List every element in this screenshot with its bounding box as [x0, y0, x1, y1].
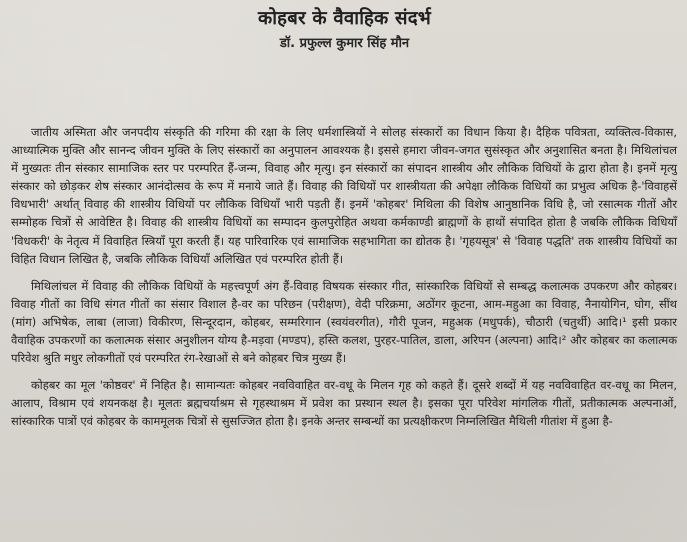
- author-name: डॉ. प्रफुल्ल कुमार सिंह मौन: [279, 36, 410, 51]
- paragraph-3: कोहबर का मूल 'कोष्ठवर' में निहित है। सामान्यतः कोहबर नवविवाहित वर-वधू के मिलन गृह को कहते हैं। दूसरे शब्दों में यह नवविवाहित वर-वधू का मिलन, आलाप, विश्राम एवं शयनकक्ष है। मूलतः ब्रह्मचर्याश्रम से गृहस्थाश्रम में प्रवेश का प्रस्थान स्थल है। इसका पूरा परिवेश मांगलिक गीतों, प्रतीकात्मक अल्पनाओं, सांस्कारिक पात्रों एवं कोहबर के काममूलक चित्रों से सुसज्जित होता है। इनके अन्तर सम्बन्धों का प्रत्यक्षीकरण निम्नलिखित मैथिली गीतांश में हुआ है-: [11, 378, 677, 429]
- paragraph-1: जातीय अस्मिता और जनपदीय संस्कृति की गरिमा की रक्षा के लिए धर्मशास्त्रियों ने सोलह संस्कारों का विधान किया है। दैहिक पवित्रता, व्यक्तित्व-विकास, आध्यात्मिक मुक्ति और सानन्द जीवन मुक्ति के लिए संस्कारों का अनुपालन आवश्यक है। इससे हमारा जीवन-जगत सुसंस्कृत और अनुशासित बनता है। मिथिलांचल में मुख्यतः तीन संस्कार सामाजिक स्तर पर परम्परित हैं-जन्म, विवाह और मृत्यु। इन संस्कारों का संपादन शास्त्रीय और लौकिक विधियों के द्वारा होता है। इनमें मृत्यु संस्कार को छोड़कर शेष संस्कार आनंदोत्सव के रूप में मनाये जाते हैं। विवाह की विधियों पर शास्त्रीयता की अपेक्षा लौकिक विधियों का प्रभुत्व अधिक है-'विवाहसें विधभारी' अर्थात् विवाह की शास्त्रीय विधियों पर लौकिक विधियाँ भारी पड़ती हैं। इनमें 'कोहबर' मिथिला की विशेष आनुष्ठानिक विधि है, जो रसात्मक गीतों और सम्मोहक चित्रों से आवेष्टित है। विवाह की शास्त्रीय विधियों का सम्पादन कुलपुरोहित अथवा कर्मकाण्डी ब्राह्मणों के हाथों संपादित होता है जबकि लौकिक विधियाँ 'विधकरी' के नेतृत्व में विवाहित स्त्रियाँ पूरा करती हैं। यह पारिवारिक एवं सामाजिक सहभागिता का द्योतक है। 'गृहयसूत्र' से 'विवाह पद्धति' तक शास्त्रीय विधियों का विहित विधान लिखित है, जबकि लौकिक विधियाँ अलिखित एवं परम्परित होती हैं।: [11, 125, 677, 266]
- article-title: कोहबर के वैवाहिक संदर्भ: [257, 8, 431, 29]
- paragraph-2: मिथिलांचल में विवाह की लौकिक विधियों के महत्त्वपूर्ण अंग हैं-विवाह विषयक संस्कार गीत, सांस्कारिक विधियों से सम्बद्ध कलात्मक उपकरण और कोहबर। विवाह गीतों का विधि संगत गीतों का संसार विशाल है-वर का परिछन (परीक्षण), वेदी परिक्रमा, अठोंगर कूटना, आम-महुआ का विवाह, नैनायोगिन, घोग, सींथ (मांग) अभिषेक, लाबा (लाजा) विकीरण, सिन्दूरदान, कोहबर, सम्मरिगान (स्वयंवरगीत), गौरी पूजन, महुअक (मधुपर्क), चौठारी (चतुर्थी) आदि।¹ इसी प्रकार वैवाहिक उपकरणों का कलात्मक संसार अनुशीलन योग्य है-मड़वा (मण्डप), हस्ति कलश, पुरहर-पातिल, डाला, अरिपन (अल्पना) आदि।² और कोहबर का कलात्मक परिवेश श्रुति मधुर लोकगीतों एवं परम्परित रंग-रेखाओं से बने कोहबर चित्र मुख्य हैं।: [11, 278, 677, 366]
- article-body: [11, 123, 677, 440]
